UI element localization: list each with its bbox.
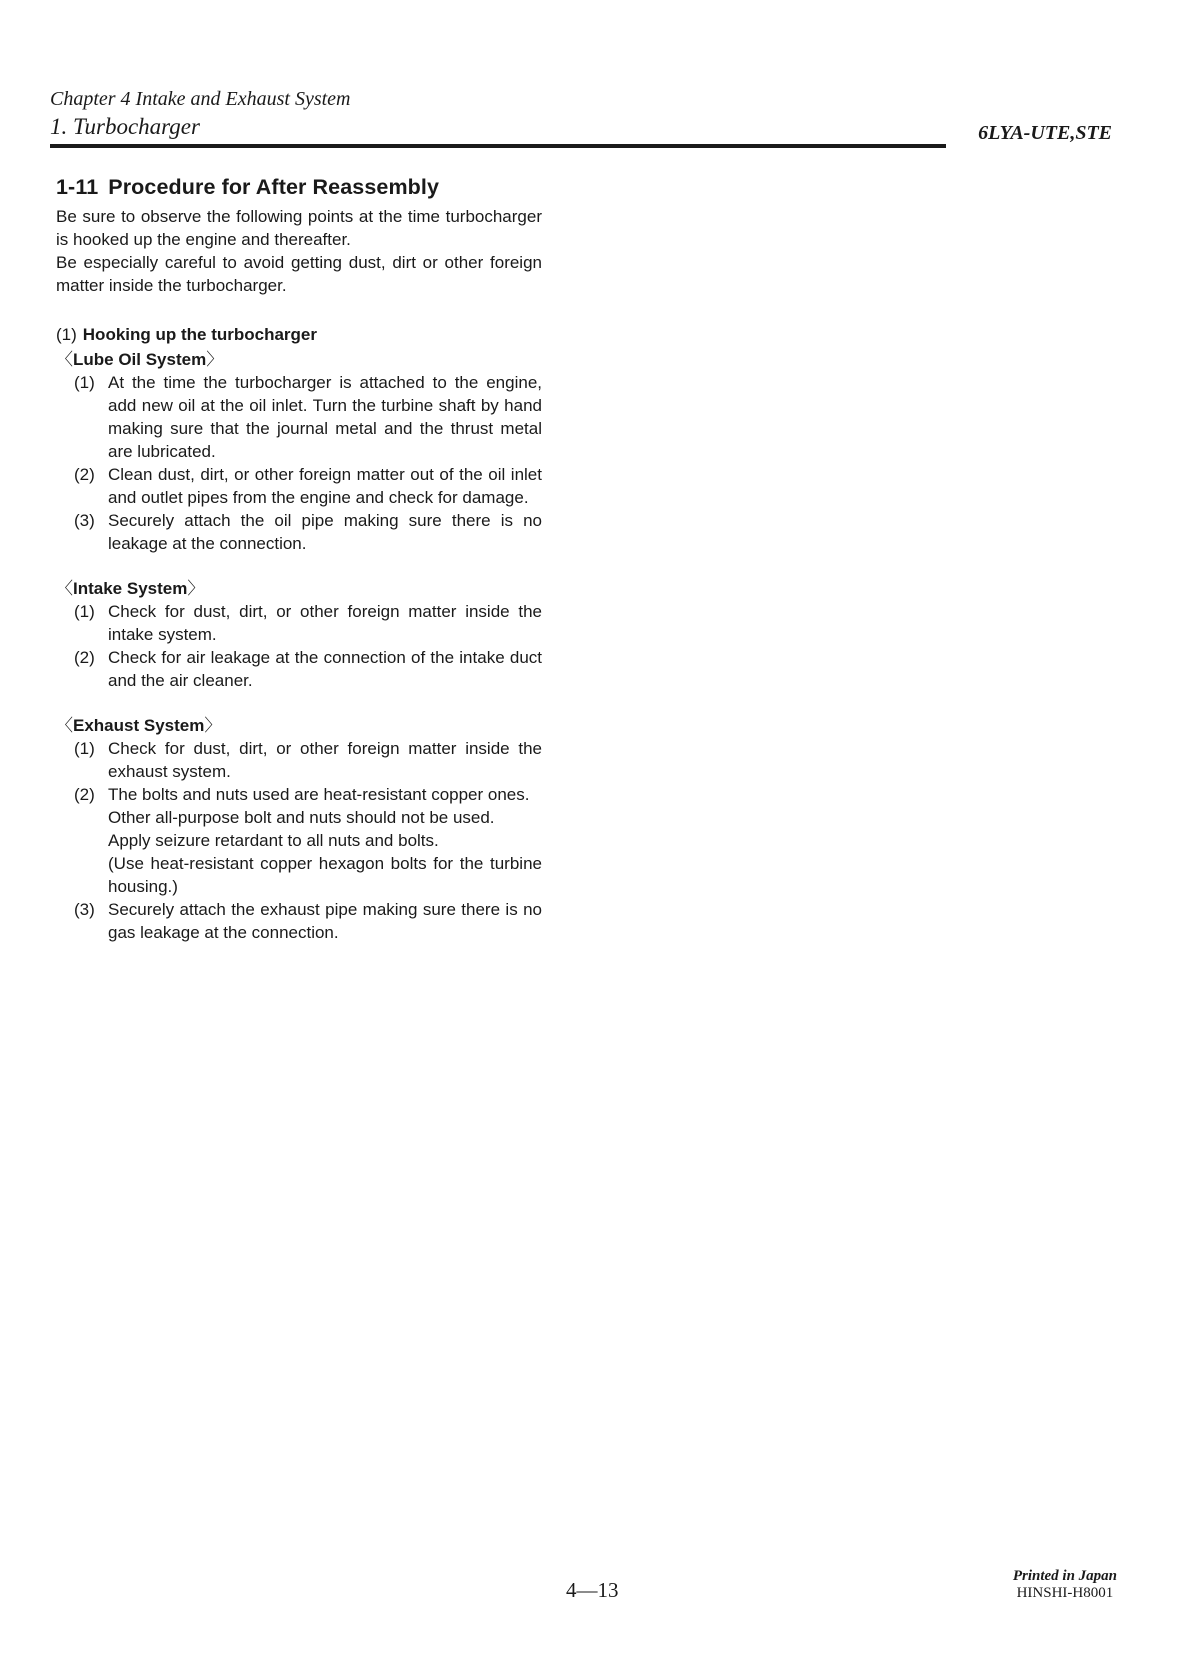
- group-title: [56, 577, 542, 600]
- item-text: Check for air leakage at the connection of the intake duct and the air cleaner.: [108, 648, 542, 690]
- procedure-item: [56, 783, 542, 898]
- intro-paragraph: Be sure to observe the following points at the time turbocharger is hooked up the engine and thereafter.: [56, 207, 542, 249]
- procedure-item: [56, 509, 542, 555]
- item-text: Securely attach the exhaust pipe making sure there is no gas leakage at the connection.: [108, 900, 542, 942]
- item-number: (2): [74, 465, 95, 484]
- item-number: (1): [74, 602, 95, 621]
- section-heading-text: Procedure for After Reassembly: [108, 175, 440, 199]
- item-note: Other all-purpose bolt and nuts should not be used.: [108, 808, 495, 827]
- item-note: (Use heat-resistant copper hexagon bolts for the turbine housing.): [108, 854, 542, 896]
- procedure-list: [56, 737, 542, 944]
- item-number: (1): [74, 373, 95, 392]
- print-info: [1013, 1568, 1117, 1602]
- group-title-text: Lube Oil System: [73, 350, 207, 369]
- angle-bracket: 〈: [56, 716, 73, 735]
- document-code: HINSHI-H8001: [1016, 1585, 1114, 1601]
- item-number: (3): [74, 900, 95, 919]
- procedure-item: [56, 600, 542, 646]
- item-text: Check for dust, dirt, or other foreign matter inside the exhaust system.: [108, 739, 542, 781]
- procedure-list: [56, 600, 542, 692]
- item-number: (3): [74, 511, 95, 530]
- item-text: Securely attach the oil pipe making sure there is no leakage at the connection.: [108, 511, 542, 553]
- item-text: The bolts and nuts used are heat-resistant copper ones.: [108, 785, 530, 804]
- group-title-text: Exhaust System: [73, 716, 205, 735]
- group-title: [56, 348, 542, 371]
- item-number: (1): [74, 739, 95, 758]
- procedure-item: [56, 898, 542, 944]
- procedure-groups: [56, 348, 542, 944]
- procedure-list: [56, 371, 542, 555]
- section-heading: [56, 173, 542, 201]
- header-rule: [50, 144, 946, 148]
- subsection-number: (1): [56, 325, 77, 344]
- intro-paragraph: Be especially careful to avoid getting dust, dirt or other foreign matter inside the turbocharger.: [56, 253, 542, 295]
- item-text: Clean dust, dirt, or other foreign matter out of the oil inlet and outlet pipes from the engine and check for damage.: [108, 465, 542, 507]
- group-title: [56, 714, 542, 737]
- subsection-heading: [56, 323, 542, 346]
- item-text: At the time the turbocharger is attached to the engine, add new oil at the oil inlet. Turn the turbine shaft by hand making sure that the journal metal and the thrust metal are lubricated.: [108, 373, 542, 461]
- group-title-text: Intake System: [73, 579, 188, 598]
- section-title: 1. Turbocharger: [50, 114, 200, 139]
- model-code: 6LYA-UTE,STE: [978, 122, 1112, 144]
- item-note: Apply seizure retardant to all nuts and bolts.: [108, 831, 439, 850]
- procedure-item: [56, 646, 542, 692]
- item-number: (2): [74, 785, 95, 804]
- procedure-item: [56, 463, 542, 509]
- angle-bracket: 〉: [206, 350, 224, 369]
- subsection-title: Hooking up the turbocharger: [82, 325, 318, 344]
- angle-bracket: 〈: [56, 350, 73, 369]
- chapter-title: Chapter 4 Intake and Exhaust System: [50, 88, 351, 110]
- printed-in: Printed in Japan: [1012, 1568, 1117, 1584]
- item-text: Check for dust, dirt, or other foreign matter inside the intake system.: [108, 602, 542, 644]
- procedure-item: [56, 371, 542, 463]
- procedure-item: [56, 737, 542, 783]
- intro-text: [56, 205, 542, 297]
- angle-bracket: 〈: [56, 579, 73, 598]
- angle-bracket: 〉: [204, 716, 222, 735]
- section-number: 1-11: [56, 175, 99, 199]
- page-number: 4—13: [566, 1578, 619, 1602]
- page-content: [56, 173, 542, 944]
- item-number: (2): [74, 648, 95, 667]
- angle-bracket: 〉: [187, 579, 205, 598]
